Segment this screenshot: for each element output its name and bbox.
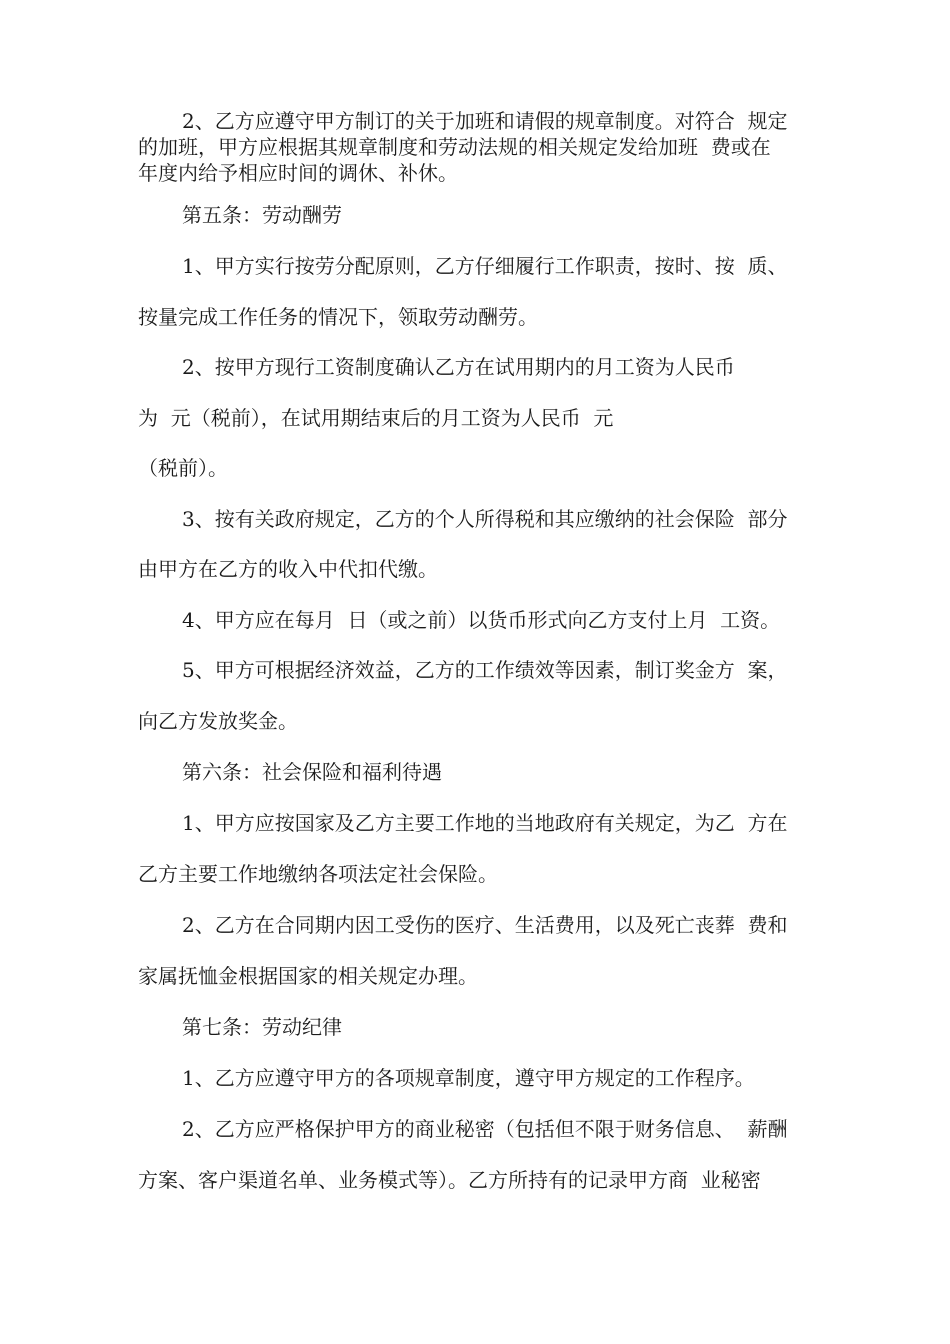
paragraph-5-3-line-2: 由甲方在乙方的收入中代扣代缴。 <box>138 557 438 581</box>
paragraph-5-1-line-2: 按量完成工作任务的情况下，领取劳动酬劳。 <box>138 305 538 329</box>
paragraph-5-5-line-2: 向乙方发放奖金。 <box>138 709 298 733</box>
paragraph-5-3-line-1: 3、按有关政府规定，乙方的个人所得税和其应缴纳的社会保险 部分 <box>182 507 788 531</box>
paragraph-overtime-line-3: 年度内给予相应时间的调休、补休。 <box>138 161 458 185</box>
article-5-heading: 第五条：劳动酬劳 <box>182 203 342 227</box>
article-7-heading: 第七条：劳动纪律 <box>182 1015 342 1039</box>
paragraph-6-2-line-1: 2、乙方在合同期内因工受伤的医疗、生活费用，以及死亡丧葬 费和 <box>182 913 788 937</box>
paragraph-overtime-line-1: 2、乙方应遵守甲方制订的关于加班和请假的规章制度。对符合 规定 <box>182 109 788 133</box>
paragraph-7-2-line-2: 方案、客户渠道名单、业务模式等）。乙方所持有的记录甲方商 业秘密 <box>138 1168 761 1192</box>
paragraph-6-1-line-2: 乙方主要工作地缴纳各项法定社会保险。 <box>138 862 498 886</box>
paragraph-5-4-line-1: 4、甲方应在每月 日（或之前）以货币形式向乙方支付上月 工资。 <box>182 608 781 632</box>
paragraph-5-2-line-2: 为 元（税前），在试用期结束后的月工资为人民币 元 <box>138 406 614 430</box>
paragraph-5-2-line-1: 2、按甲方现行工资制度确认乙方在试用期内的月工资为人民币 <box>182 355 735 379</box>
paragraph-7-2-line-1: 2、乙方应严格保护甲方的商业秘密（包括但不限于财务信息、 薪酬 <box>182 1117 788 1141</box>
paragraph-6-2-line-2: 家属抚恤金根据国家的相关规定办理。 <box>138 964 478 988</box>
paragraph-5-2-line-3: （税前）。 <box>138 456 228 480</box>
paragraph-5-1-line-1: 1、甲方实行按劳分配原则，乙方仔细履行工作职责，按时、按 质、 <box>182 254 788 278</box>
paragraph-overtime-line-2: 的加班，甲方应根据其规章制度和劳动法规的相关规定发给加班 费或在 <box>138 135 771 159</box>
paragraph-6-1-line-1: 1、甲方应按国家及乙方主要工作地的当地政府有关规定，为乙 方在 <box>182 811 788 835</box>
paragraph-5-5-line-1: 5、甲方可根据经济效益，乙方的工作绩效等因素，制订奖金方 案， <box>182 658 788 682</box>
article-6-heading: 第六条：社会保险和福利待遇 <box>182 760 442 784</box>
paragraph-7-1-line-1: 1、乙方应遵守甲方的各项规章制度，遵守甲方规定的工作程序。 <box>182 1066 755 1090</box>
